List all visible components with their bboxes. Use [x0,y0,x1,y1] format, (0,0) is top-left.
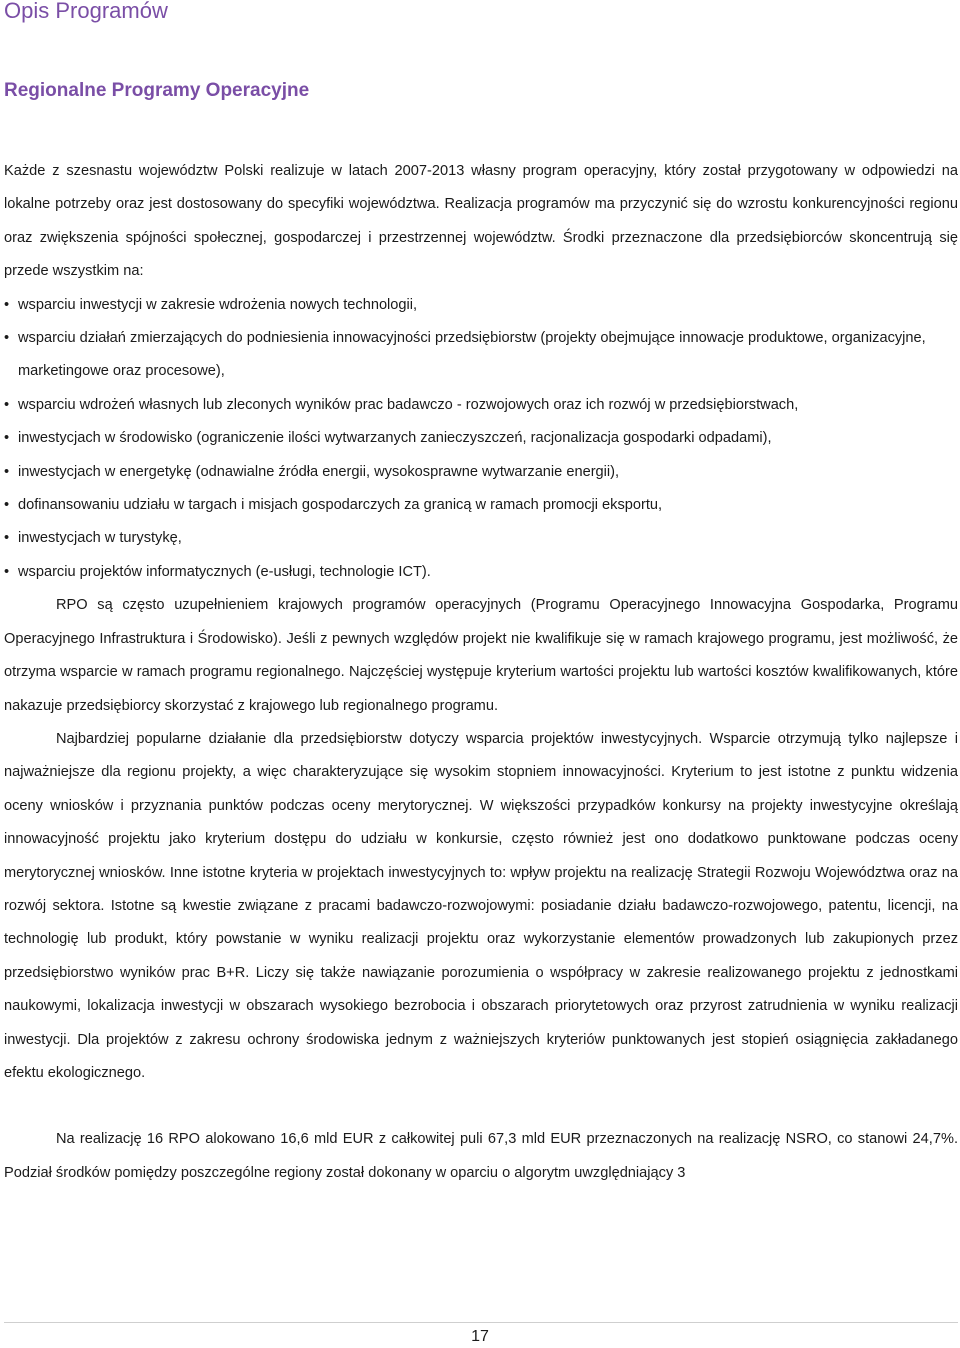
list-item: • wsparciu inwestycji w zakresie wdrożenia nowych technologii, [4,289,958,322]
list-item: • inwestycjach w środowisko (ograniczenie ilości wytwarzanych zanieczyszczeń, racjonalizacja gospodarki odpadami), [4,422,958,455]
document-title: Opis Programów [4,0,168,23]
investment-projects-paragraph: Najbardziej popularne działanie dla przedsiębiorstw dotyczy wsparcia projektów inwestycyjnych. Wsparcie otrzymują tylko najlepsze i najważniejsze dla regionu projekty, a więc charakteryzujące się wysokim stopniem innowacyjności. Kryterium to jest istotne z punktu widzenia oceny wniosków i przyznania punktów podczas oceny merytorycznej. W większości przypadków konkursy na projekty inwestycyjne określają innowacyjność projektu jako kryterium dostępu do udziału w konkursie, często również jest ono dodatkowo punktowane podczas oceny merytorycznej wniosków. Inne istotne kryteria w projektach inwestycyjnych to: wpływ projektu na realizację Strategii Rozwoju Województwa oraz na rozwój sektora. Istotne są kwestie związane z pracami badawczo-rozwojowymi: posiadanie działu badawczo-rozwojowego, patentu, licencji, na technologię lub produkt, który powstanie w wyniku realizacji projektu oraz wykorzystanie elementów prowadzonych lub zakupionych przez przedsiębiorstwo wyników prac B+R. Liczy się także nawiązanie porozumienia o współpracy w zakresie realizowanego projektu z jednostkami naukowymi, lokalizacja inwestycji w obszarach wysokiego bezrobocia i obszarach priorytetowych oraz przyrost zatrudnienia w wyniku realizacji inwestycji. Dla projektów z zakresu ochrony środowiska jednym z ważniejszych kryteriów punktowanych jest stopień osiągnięcia zakładanego efektu ekologicznego. [4,730,958,1081]
list-item: • wsparciu projektów informatycznych (e-usługi, technologie ICT). [4,556,958,589]
intro-paragraph: Każde z szesnastu województw Polski realizuje w latach 2007-2013 własny program operacyjny, który został przygotowany w odpowiedzi na lokalne potrzeby oraz jest dostosowany do specyfiki województwa. Realizacja programów ma przyczynić się do wzrostu konkurencyjności regionu oraz zwiększenia spójności społecznej, gospodarczej i przestrzennej województw. Środki przeznaczone dla przedsiębiorców skoncentrują się przede wszystkim na: [4,163,958,280]
footer-divider [4,1322,958,1323]
rpo-complement-paragraph: RPO są często uzupełnieniem krajowych programów operacyjnych (Programu Operacyjnego Innowacyjna Gospodarka, Programu Operacyjnego Infrastruktura i Środowisko). Jeśli z pewnych względów projekt nie kwalifikuje się w ramach krajowego programu, jest możliwość, że otrzyma wsparcie w ramach programu regionalnego. Najczęściej występuje kryterium wartości projektu lub wartości kosztów kwalifikowanych, które nakazuje przedsiębiorcy skorzystać z krajowego lub regionalnego programu. [4,597,958,714]
page-number: 17 [471,1328,489,1345]
list-item: • inwestycjach w energetykę (odnawialne źródła energii, wysokosprawne wytwarzanie energii), [4,456,958,489]
support-areas-list [4,289,958,590]
section-heading: Regionalne Programy Operacyjne [4,80,310,101]
document-body [4,155,958,1190]
list-item: • dofinansowaniu udziału w targach i misjach gospodarczych za granicą w ramach promocji eksportu, [4,489,958,522]
paragraph-spacer [4,1090,958,1123]
list-item: • wsparciu wdrożeń własnych lub zleconych wyników prac badawczo - rozwojowych oraz ich rozwój w przedsiębiorstwach, [4,389,958,422]
list-item: • inwestycjach w turystykę, [4,522,958,555]
allocation-paragraph: Na realizację 16 RPO alokowano 16,6 mld EUR z całkowitej puli 67,3 mld EUR przeznaczonych na realizację NSRO, co stanowi 24,7%. Podział środków pomiędzy poszczególne regiony został dokonany w oparciu o algorytm uwzględniający 3 [4,1131,958,1181]
list-item: • wsparciu działań zmierzających do podniesienia innowacyjności przedsiębiorstw (projekty obejmujące innowacje produktowe, organizacyjne, marketingowe oraz procesowe), [4,322,958,389]
